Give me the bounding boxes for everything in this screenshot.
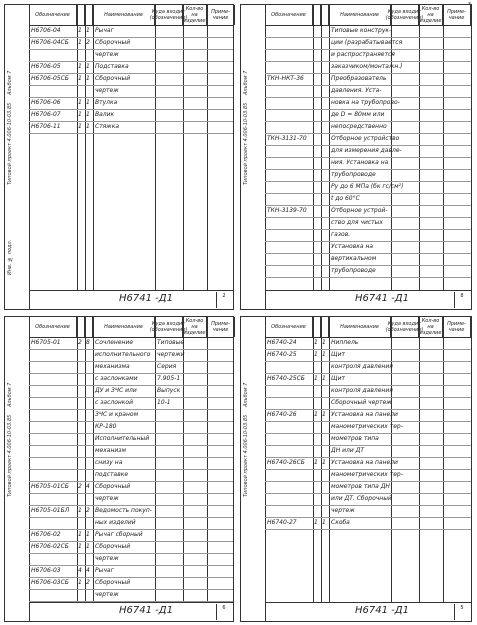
cell-name: КР-180 (95, 423, 117, 430)
cell-name: снизу на (95, 459, 123, 466)
cell-name: новка на трубопрово- (331, 99, 400, 106)
cell-name: давления. Уста- (331, 87, 382, 94)
cell-name: Сборочный (95, 543, 131, 550)
cell-doc: Серия (157, 363, 177, 370)
sidebar-label: Типовой проект 4.006-10-03.85 (243, 414, 249, 497)
cell-doc: 10-1 (157, 399, 171, 406)
cell-designation: Н6706-11 (31, 123, 61, 130)
cell-name: де D = 80мм или (331, 111, 385, 118)
cell-qty2: 1 (86, 531, 90, 538)
cell-name: контроля давления (331, 387, 393, 394)
cell-name: заказчиком/монтажн.) (331, 63, 403, 70)
header-cell-designation: Обозначение (265, 317, 313, 337)
sidebar-label: Альбом 7 (243, 382, 249, 407)
cell-name: ции (разрабатывается (331, 39, 403, 46)
cell-name: Стяжка (95, 123, 119, 130)
cell-qty1: 2 (78, 483, 82, 490)
spec-sheet (240, 316, 472, 622)
sidebar-label: Альбом 7 (243, 70, 249, 95)
cell-qty2: 1 (86, 111, 90, 118)
cell-name: мометров типа (331, 435, 379, 442)
cell-designation: Н6706-03СБ (31, 579, 69, 586)
cell-name: ДУ и ЗЧС или (95, 387, 137, 394)
cell-name: или ДТ. Сборочный (331, 495, 392, 502)
cell-name: трубопроводе (331, 267, 376, 274)
cell-designation: Н6740-26 (267, 411, 297, 418)
header-cell-qty1 (77, 317, 85, 337)
table-header (29, 317, 233, 338)
table-header (265, 317, 471, 338)
cell-designation: Н6705-01БЛ (31, 507, 70, 514)
cell-name: ния. Установка на (331, 159, 389, 166)
header-cell-qty1 (313, 317, 321, 337)
cell-name: ство для чистых (331, 219, 383, 226)
cell-designation: Н6740-25СБ (267, 375, 305, 382)
cell-designation: ТКН-3131-70 (267, 135, 307, 142)
cell-name: Установка на (331, 243, 374, 250)
header-cell-entry: Кол-во на изделие (419, 318, 442, 336)
cell-qty2: 1 (322, 375, 326, 382)
cell-name: Подставка (95, 63, 129, 70)
header-cell-entry: Кол-во на изделие (183, 6, 206, 24)
header-cell-note: Приме-чание (443, 5, 471, 25)
cell-qty2: 4 (86, 567, 90, 574)
cell-name: для измерения давле- (331, 147, 402, 154)
cell-name: Сочленение (95, 339, 134, 346)
sidebar-label: Типовой проект 4.006-10-03.85 (243, 102, 249, 185)
header-cell-designation: Обозначение (265, 5, 313, 25)
cell-designation: Н6706-02СБ (31, 543, 69, 550)
header-cell-note: Приме-чание (443, 317, 471, 337)
header-cell-qty2 (321, 317, 329, 337)
cell-name: трубопроводе (331, 171, 376, 178)
cell-qty1: 1 (78, 531, 82, 538)
sheet-footer (29, 290, 233, 309)
table-row (29, 589, 233, 602)
sheet-footer (265, 290, 471, 309)
sheet-sidebar (5, 317, 30, 621)
cell-name: мометров типа ДН (331, 483, 390, 490)
document-code: Н6741 -Д1 (119, 605, 173, 616)
cell-designation: Н6740-27 (267, 519, 297, 526)
sheet-footer (265, 602, 471, 621)
cell-qty1: 1 (314, 459, 318, 466)
cell-name: механизм (95, 447, 126, 454)
cell-qty1: 1 (78, 99, 82, 106)
cell-name: Сборочный (95, 579, 131, 586)
cell-designation: Н6706-06 (31, 99, 61, 106)
cell-name: Сборочный (95, 39, 131, 46)
cell-qty1: 1 (314, 519, 318, 526)
cell-name: чертеж (95, 555, 119, 562)
cell-name: Рычаг сборный (95, 531, 143, 538)
cell-designation: Н6706-04СБ (31, 39, 69, 46)
header-cell-name: Наименование (93, 317, 155, 337)
table-row (265, 517, 471, 530)
cell-doc: 7.905-1 (157, 375, 181, 382)
cell-name: чертеж (331, 507, 355, 514)
header-cell-note: Приме-чание (207, 5, 235, 25)
header-cell-note: Приме-чание (207, 317, 235, 337)
cell-name: с заслонкой (95, 399, 133, 406)
sheet-number: 5 (454, 604, 469, 620)
cell-qty2: 8 (86, 339, 90, 346)
cell-qty1: 1 (78, 507, 82, 514)
cell-designation: Н6706-07 (31, 111, 61, 118)
cell-qty1: 1 (78, 123, 82, 130)
spec-sheet (240, 4, 472, 310)
cell-qty2: 1 (86, 63, 90, 70)
cell-name: Преобразователь (331, 75, 387, 82)
cell-qty2: 2 (86, 579, 90, 586)
header-cell-doc: Куда входит (обозначение) (391, 317, 419, 337)
cell-name: ЗЧС и краном (95, 411, 139, 418)
cell-name: чертеж (95, 51, 119, 58)
cell-name: Щит (331, 351, 345, 358)
document-code: Н6741 -Д1 (355, 605, 409, 616)
cell-qty1: 1 (78, 27, 82, 34)
cell-qty1: 1 (78, 39, 82, 46)
cell-designation: ТКН-3139-70 (267, 207, 307, 214)
cell-name: Рычаг (95, 567, 114, 574)
cell-name: вертикальном (331, 255, 377, 262)
cell-qty1: 4 (78, 567, 82, 574)
cell-name: Щит (331, 375, 345, 382)
cell-name: Скоба (331, 519, 350, 526)
cell-designation: Н6706-03 (31, 567, 61, 574)
header-cell-doc: Куда входит (обозначение) (155, 317, 183, 337)
cell-name: манометрических тер- (331, 471, 403, 478)
cell-qty2: 1 (322, 351, 326, 358)
cell-qty2: 1 (322, 339, 326, 346)
cell-name: Ру до 6 МПа (бк гс/см²) (331, 183, 404, 190)
header-cell-qty1 (77, 5, 85, 25)
cell-qty2: 2 (86, 507, 90, 514)
header-cell-qty2 (321, 5, 329, 25)
header-cell-designation: Обозначение (29, 317, 77, 337)
cell-name: подставке (95, 471, 129, 478)
cell-name: Ведомость покуп- (95, 507, 152, 514)
sidebar-label: Альбом 7 (7, 382, 13, 407)
cell-designation: Н6705-01СБ (31, 483, 69, 490)
cell-qty1: 1 (314, 375, 318, 382)
cell-designation: ТКН-НКТ-36 (267, 75, 304, 82)
header-cell-doc: Куда входит (обозначение) (155, 5, 183, 25)
cell-name: Отборное устройство (331, 135, 400, 142)
cell-name: Установка на панели (331, 459, 398, 466)
cell-qty1: 1 (314, 339, 318, 346)
cell-designation: Н6706-05 (31, 63, 61, 70)
cell-qty2: 1 (322, 411, 326, 418)
header-cell-designation: Обозначение (29, 5, 77, 25)
cell-name: чертеж (95, 87, 119, 94)
cell-doc: чертежи (157, 351, 185, 358)
cell-qty1: 1 (78, 111, 82, 118)
cell-designation: Н6740-24 (267, 339, 297, 346)
cell-name: чертеж (95, 591, 119, 598)
cell-qty1: 2 (78, 339, 82, 346)
cell-name: Валик (95, 111, 115, 118)
cell-qty2: 1 (86, 75, 90, 82)
cell-name: Сборочный (95, 483, 131, 490)
cell-name: механизма (95, 363, 130, 370)
sidebar-label: Типовой проект 4.006-10-03.85 (7, 414, 13, 497)
cell-qty1: 1 (314, 351, 318, 358)
cell-name: Исполнительный (95, 435, 150, 442)
cell-name: непосредственно (331, 123, 387, 130)
header-cell-qty1 (313, 5, 321, 25)
sheet-sidebar (241, 317, 266, 621)
cell-qty1: 1 (314, 411, 318, 418)
cell-qty2: 4 (86, 483, 90, 490)
cell-designation: Н6705-01 (31, 339, 61, 346)
cell-name: Сборочный (95, 75, 131, 82)
header-cell-qty2 (85, 317, 93, 337)
cell-name: Втулка (95, 99, 118, 106)
sheet-number: 2 (216, 292, 231, 308)
sheet-number: 8 (454, 292, 469, 308)
cell-qty1: 1 (78, 543, 82, 550)
cell-designation: Н6740-25 (267, 351, 297, 358)
header-cell-doc: Куда входит (обозначение) (391, 5, 419, 25)
cell-qty2: 1 (86, 543, 90, 550)
header-cell-name: Наименование (329, 5, 391, 25)
cell-qty2: 1 (322, 519, 326, 526)
sidebar-label: Типовой проект 4.006-10-03.85 (7, 102, 13, 185)
cell-qty2: 1 (86, 123, 90, 130)
sheet-number: 6 (216, 604, 231, 620)
header-cell-entry: Кол-во на изделие (419, 6, 442, 24)
cell-designation: Н6706-05СБ (31, 75, 69, 82)
cell-name: ных изделий (95, 519, 136, 526)
cell-name: t до 60°C (331, 195, 360, 202)
header-cell-entry: Кол-во на изделие (183, 318, 206, 336)
cell-name: и распространяется (331, 51, 395, 58)
table-row (265, 265, 471, 278)
cell-qty2: 1 (322, 459, 326, 466)
sidebar-label: Альбом 7 (7, 70, 13, 95)
sheet-sidebar (5, 5, 30, 309)
header-cell-name: Наименование (93, 5, 155, 25)
cell-name: Ниппель (331, 339, 359, 346)
cell-qty1: 1 (78, 579, 82, 586)
spec-sheet (4, 4, 234, 310)
spec-sheet (4, 316, 234, 622)
header-cell-qty2 (85, 5, 93, 25)
cell-qty2: 1 (86, 99, 90, 106)
cell-name: Отборное устрой- (331, 207, 388, 214)
cell-name: Типовые конструк- (331, 27, 392, 34)
header-cell-name: Наименование (329, 317, 391, 337)
cell-name: Установка на панели (331, 411, 398, 418)
table-header (29, 5, 233, 26)
document-code: Н6741 -Д1 (355, 293, 409, 304)
sidebar-label: Инв. № подл. (7, 239, 13, 275)
cell-name: манометрических тер- (331, 423, 403, 430)
cell-doc: Типовые (157, 339, 185, 346)
cell-name: Рычаг (95, 27, 114, 34)
cell-qty2: 1 (86, 27, 90, 34)
cell-name: Сборочный чертеж (331, 399, 392, 406)
cell-qty1: 1 (78, 63, 82, 70)
table-row (29, 121, 233, 134)
cell-name: контроля давления (331, 363, 393, 370)
sheet-sidebar (241, 5, 266, 309)
cell-name: ДН или ДТ (331, 447, 364, 454)
sheet-footer (29, 602, 233, 621)
cell-designation: Н6706-04 (31, 27, 61, 34)
cell-doc: Выпуск (157, 387, 181, 394)
cell-name: исполнительного (95, 351, 151, 358)
cell-qty1: 1 (78, 75, 82, 82)
cell-name: чертеж (95, 495, 119, 502)
cell-designation: Н6740-26СБ (267, 459, 305, 466)
table-header (265, 5, 471, 26)
cell-designation: Н6706-02 (31, 531, 61, 538)
document-code: Н6741 -Д1 (119, 293, 173, 304)
cell-name: газов. (331, 231, 351, 238)
cell-qty2: 2 (86, 39, 90, 46)
cell-name: с заслонками (95, 375, 138, 382)
